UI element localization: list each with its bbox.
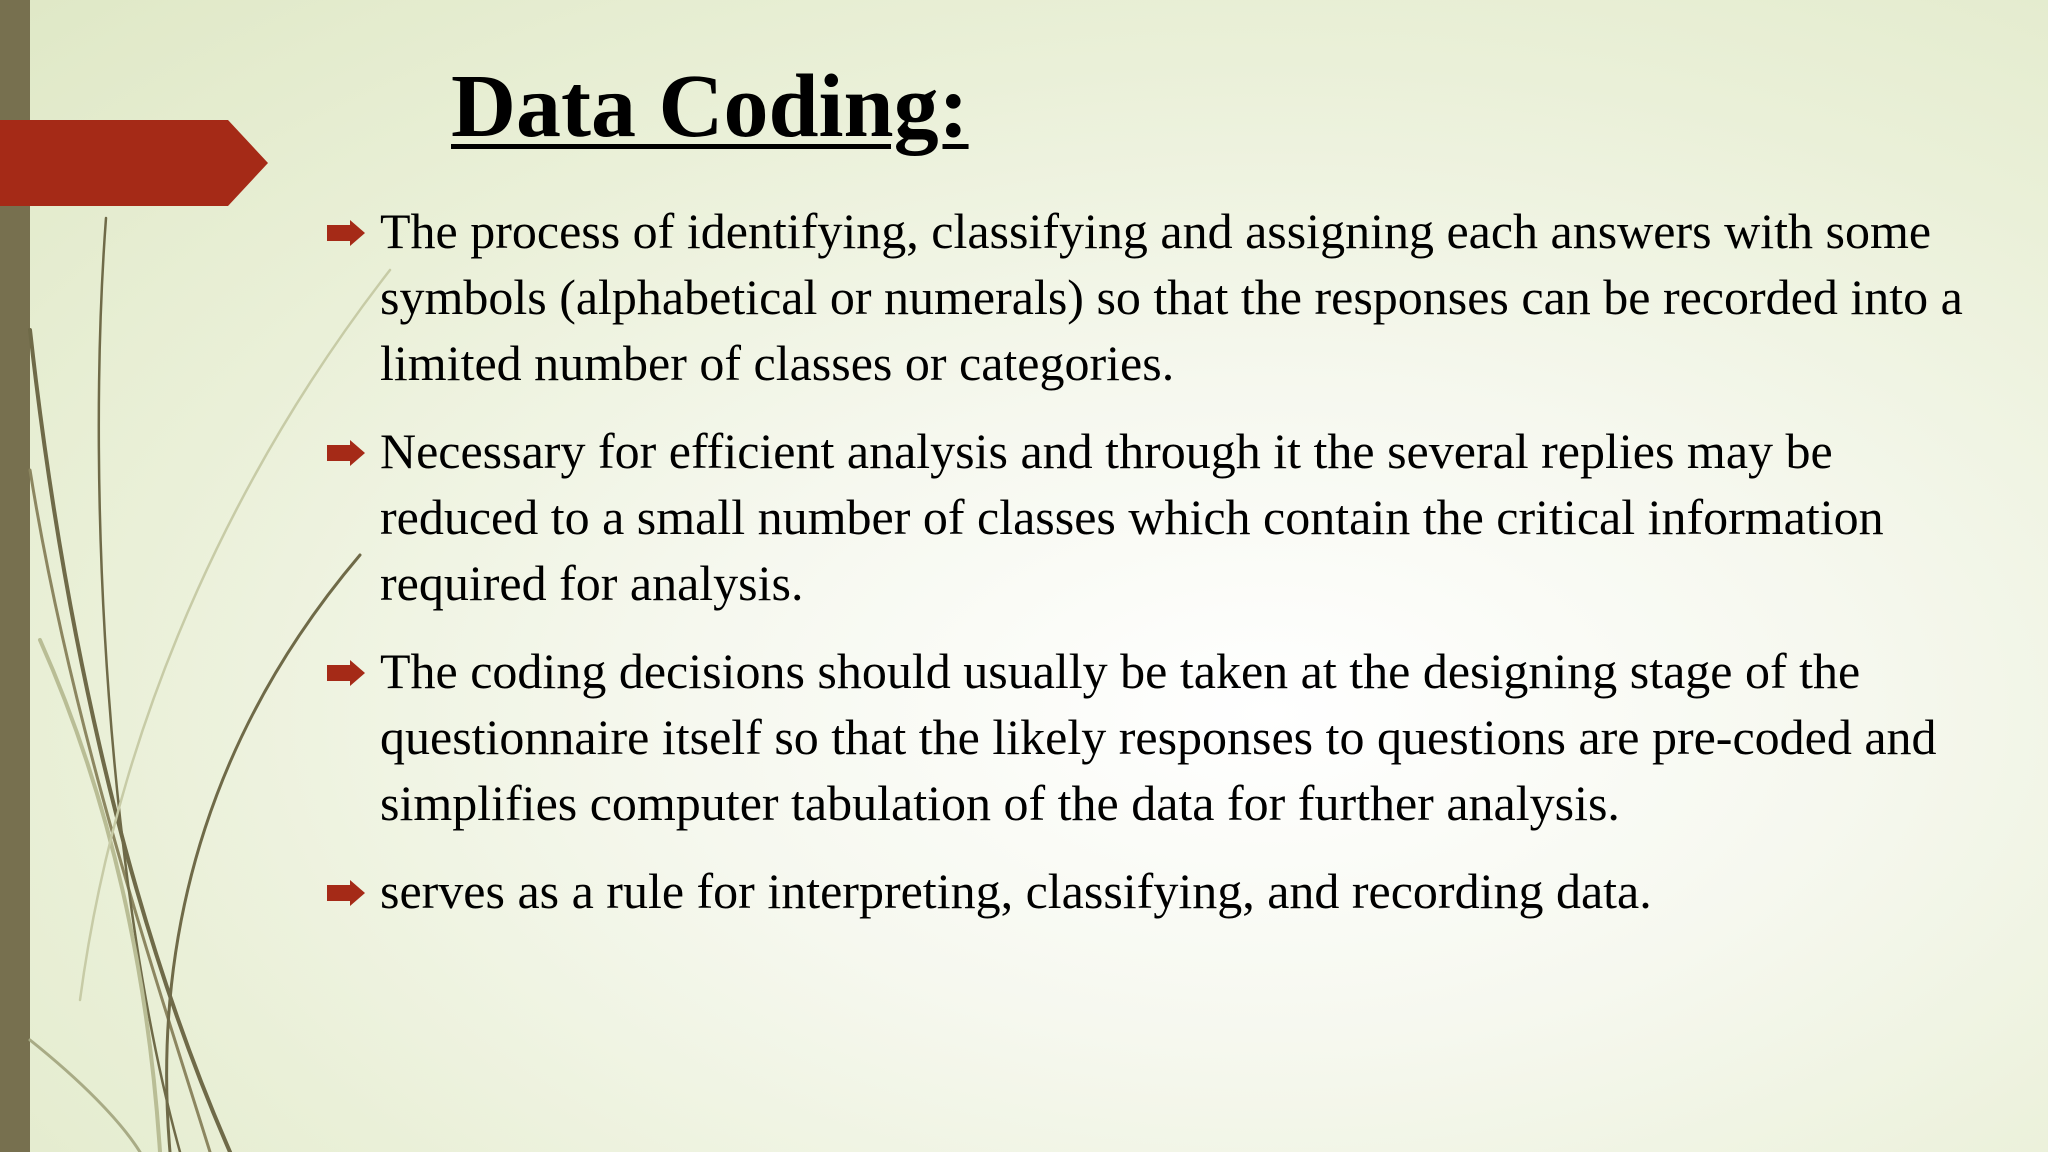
- bullet-list: [320, 198, 1980, 946]
- arrow-bullet-icon: [324, 660, 366, 686]
- bullet-item: [320, 418, 1980, 616]
- bullet-text: The coding decisions should usually be taken at the designing stage of the questionnaire itself so that the likely responses to questions are pre-coded and simplifies computer tabulation of the data for further analysis.: [380, 643, 1937, 831]
- arrow-bullet-icon: [324, 880, 366, 906]
- slide-title: Data Coding:: [451, 57, 969, 156]
- arrow-bullet-icon: [324, 440, 366, 466]
- bullet-item: [320, 198, 1980, 396]
- bullet-item: [320, 858, 1980, 924]
- bullet-item: [320, 638, 1980, 836]
- bullet-text: Necessary for efficient analysis and through it the several replies may be reduced to a small number of classes which contain the critical information required for analysis.: [380, 423, 1884, 611]
- bullet-text: serves as a rule for interpreting, classifying, and recording data.: [380, 863, 1652, 919]
- arrow-bullet-icon: [324, 220, 366, 246]
- title-accent-arrow: [0, 120, 268, 206]
- bullet-text: The process of identifying, classifying and assigning each answers with some symbols (alphabetical or numerals) so that the responses can be recorded into a limited number of classes or categories.: [380, 203, 1963, 391]
